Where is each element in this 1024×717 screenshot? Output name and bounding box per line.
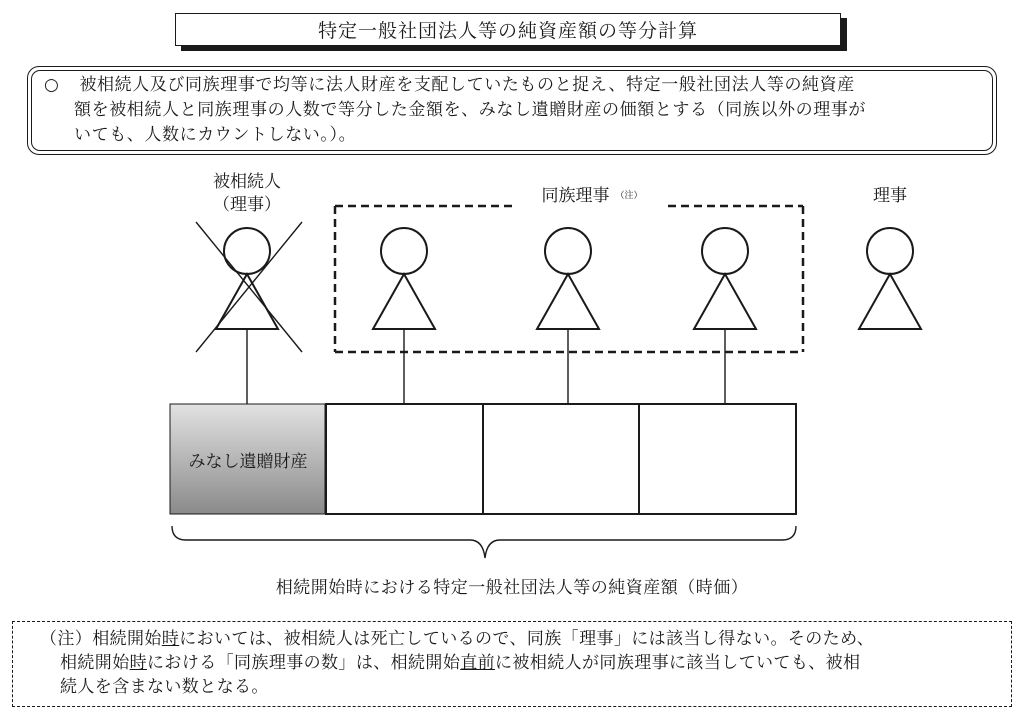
note-mark: （注） bbox=[615, 191, 643, 201]
family-director-figure-2 bbox=[537, 228, 599, 329]
asset-brace bbox=[172, 526, 796, 558]
other-director-figure bbox=[859, 228, 921, 329]
note-line2-c: における「同族理事の数」は、相続開始 bbox=[147, 653, 461, 673]
note-text bbox=[40, 627, 1000, 699]
decedent-label-line1: 被相続人 bbox=[213, 172, 281, 192]
note-line2-emphasis-1: 時 bbox=[129, 653, 148, 673]
note-prefix: （注） bbox=[40, 629, 93, 649]
decedent-figure bbox=[216, 228, 278, 329]
note-line2-e: に被相続人が同族理事に該当していても、被相 bbox=[495, 653, 861, 673]
deemed-bequest-label: みなし遺贈財産 bbox=[188, 452, 308, 472]
note-line1-c: においては、被相続人は死亡しているので、同族「理事」には該当し得ない。そのため、 bbox=[179, 629, 875, 649]
note-line3: 続人を含まない数となる。 bbox=[60, 677, 269, 697]
asset-segment-2 bbox=[326, 404, 483, 514]
bullet-circle: ○ bbox=[44, 75, 60, 95]
summary-line-1: 被相続人及び同族理事で均等に法人財産を支配していたものと捉え、特定一般社団法人等の純資産 bbox=[79, 75, 855, 95]
note-line1-a: 相続開始 bbox=[92, 629, 162, 649]
family-director-figure-3 bbox=[694, 228, 756, 329]
summary-line-3: いても、人数にカウントしない。）。 bbox=[74, 125, 357, 145]
family-director-figure-1 bbox=[373, 228, 435, 329]
note-line1-emphasis: 時 bbox=[161, 629, 180, 649]
summary-line-2: 額を被相続人と同族理事の人数で等分した金額を、みなし遺贈財産の価額とする（同族以外の理事が bbox=[74, 100, 866, 120]
page-title-text: 特定一般社団法人等の純資産額の等分計算 bbox=[317, 20, 698, 42]
note-line2-a: 相続開始 bbox=[60, 653, 130, 673]
decedent-label-line2: （理事） bbox=[213, 195, 281, 215]
other-director-label-text: 理事 bbox=[873, 186, 907, 206]
asset-segment-4 bbox=[639, 404, 796, 514]
asset-segment-3 bbox=[483, 404, 639, 514]
asset-caption: 相続開始時における特定一般社団法人等の純資産額（時価） bbox=[275, 578, 749, 598]
family-director-label-text: 同族理事 bbox=[541, 186, 610, 206]
note-line2-emphasis-2: 直前 bbox=[460, 653, 496, 673]
connector-lines bbox=[247, 329, 725, 404]
